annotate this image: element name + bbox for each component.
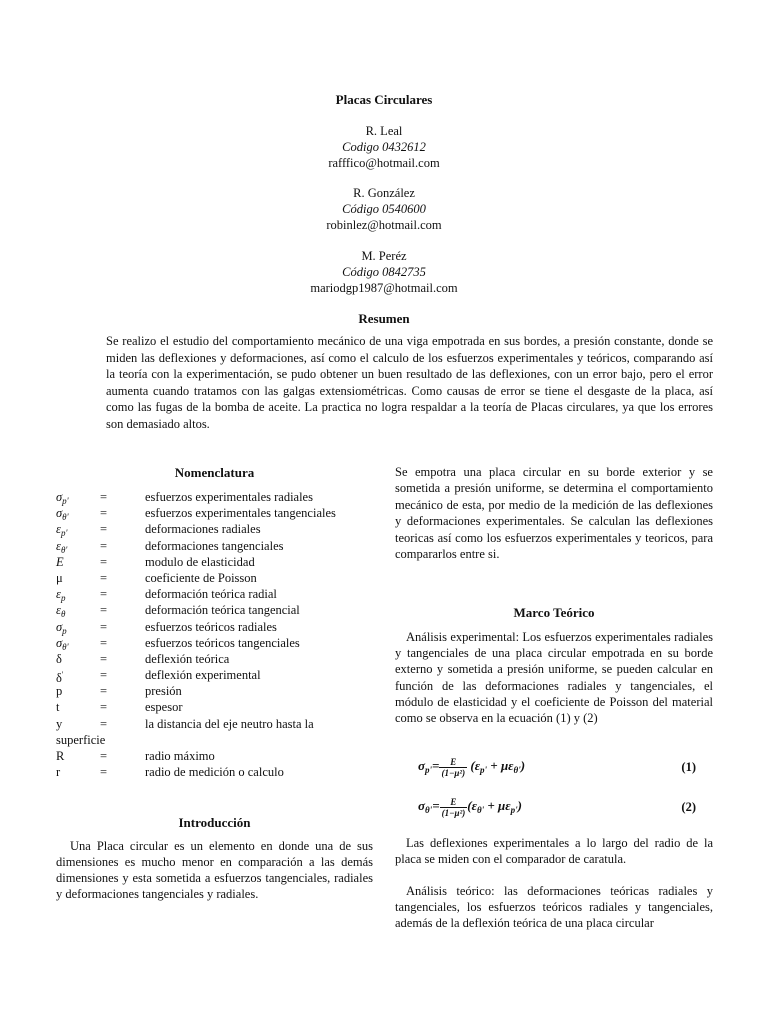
- equals-sign: =: [100, 651, 108, 666]
- introduction-heading: Introducción: [178, 815, 251, 830]
- nomenclature-symbol: [56, 570, 96, 586]
- author-code: Código 0540600: [342, 202, 426, 216]
- symbol-subscript: θ: [60, 609, 66, 620]
- nomenclature-definition: esfuerzos experimentales tangenciales: [145, 506, 336, 521]
- nomenclature-row: [56, 570, 376, 586]
- symbol-subscript: θ': [62, 641, 69, 652]
- author-name: M. Peréz: [361, 249, 407, 263]
- equals-sign: =: [100, 522, 108, 537]
- author-email: mariodgp1987@hotmail.com: [310, 281, 458, 295]
- abstract-text: Se realizo el estudio del comportamiento mecánico de una viga empotrada en sus bordes, a presión constante, donde se miden las deflexiones y deformaciones, así como el calculo de los esfuerzos experimentales y teóricos, comparando así la teoría con la experimentación, se pudo obtener un buen resultado de las deflexiones, con un error bajo, pero el error aumenta cuando tratamos con las galgas extensiométricas. Como causas de error se tiene el desgaste de la placa, así como las fugas de la bomba de aceite. La practica no logra respaldar a la teoría de Placas circulares, ya que los errores son demasiado altos.: [106, 334, 713, 431]
- symbol-subscript: θ': [60, 544, 68, 555]
- nomenclature-symbol: [56, 748, 96, 764]
- equals-sign: =: [100, 668, 108, 683]
- symbol-base: p: [56, 684, 63, 699]
- equals-sign: =: [100, 765, 108, 780]
- marco-teorico-heading: Marco Teórico: [513, 605, 595, 620]
- nomenclature-row: [56, 651, 376, 667]
- nomenclature-row: [56, 489, 376, 505]
- author-email: robinlez@hotmail.com: [326, 218, 442, 232]
- author-code: Código 0842735: [342, 265, 426, 279]
- equals-sign: =: [100, 603, 108, 618]
- nomenclature-symbol: [56, 554, 96, 570]
- marco-paragraph-3: Análisis teórico: las deformaciones teóricas radiales y tangenciales, los esfuerzos teóricos radiales y tangenciales, además de la deflexión teórica de una placa circular: [395, 884, 713, 931]
- author-block-2: [0, 185, 768, 233]
- symbol-base: ε: [56, 522, 61, 537]
- symbol-base: r: [56, 765, 61, 780]
- nomenclature-definition: esfuerzos teóricos radiales: [145, 619, 277, 634]
- author-block-1: [0, 123, 768, 171]
- author-block-3: [0, 248, 768, 296]
- nomenclature-row: [56, 505, 376, 521]
- nomenclature-symbol: [56, 699, 96, 715]
- nomenclature-row: [56, 683, 376, 699]
- nomenclature-definition: deformaciones radiales: [145, 522, 261, 537]
- nomenclature-row: [56, 764, 376, 780]
- nomenclature-definition: modulo de elasticidad: [145, 554, 255, 569]
- nomenclature-row: [56, 602, 376, 618]
- equals-sign: =: [100, 570, 108, 585]
- nomenclature-definition: deformación teórica radial: [145, 587, 277, 602]
- symbol-subscript: p': [60, 528, 68, 539]
- nomenclature-symbol: [56, 716, 96, 732]
- equation-2-body: $\sigma_{\theta'}=$ $\frac{E}{\text{(1−μ²)}}$ $(\varepsilon_{\theta'} + \mu\varepsilon_{p'})$: [418, 797, 522, 818]
- paper-title: Placas Circulares: [335, 92, 433, 107]
- equals-sign: =: [100, 749, 108, 763]
- nomenclature-symbol: [56, 732, 106, 748]
- nomenclature-definition: deformación teórica tangencial: [145, 603, 300, 618]
- equation-1-number: (1): [681, 760, 696, 774]
- nomenclature-definition: coeficiente de Poisson: [145, 570, 257, 585]
- equals-sign: =: [100, 538, 108, 553]
- nomenclature-definition: presión: [145, 684, 182, 699]
- symbol-base: δ: [56, 651, 62, 666]
- symbol-base: σ: [56, 506, 63, 521]
- nomenclature-row: [56, 521, 376, 537]
- symbol-base: E: [56, 554, 64, 569]
- symbol-base: y: [56, 716, 63, 731]
- equals-sign: =: [100, 506, 108, 521]
- nomenclature-row: [56, 699, 376, 715]
- nomenclature-definition: espesor: [145, 700, 183, 715]
- author-name: R. Leal: [365, 124, 403, 138]
- symbol-subscript: p: [62, 625, 67, 636]
- introduction-text: Una Placa circular es un elemento en donde una de sus dimensiones es mucho menor en comparación a las demás dimensiones y esta sometida a esfuerzos tangenciales, radiales y deformaciones tangenciales y radiales.: [56, 839, 373, 901]
- nomenclature-symbol: [56, 651, 96, 667]
- equation-1-body: $\sigma_{p'}=$ $\frac{E}{\text{(1−μ²)}}$ $(\varepsilon_{p'} + \mu\varepsilon_{\theta'})$: [418, 757, 526, 778]
- equals-sign: =: [100, 684, 108, 699]
- nomenclature-definition: esfuerzos teóricos tangenciales: [145, 635, 300, 650]
- symbol-base: ε: [56, 603, 61, 618]
- symbol-base: σ: [56, 490, 63, 504]
- symbol-base: ε: [56, 538, 61, 553]
- equals-sign: =: [100, 587, 108, 602]
- equation-2: [418, 797, 718, 819]
- equation-2-number: (2): [681, 800, 696, 814]
- symbol-subscript: p': [62, 496, 69, 506]
- nomenclature-row: [56, 667, 376, 686]
- symbol-subscript: p: [60, 593, 66, 604]
- nomenclature-definition: la distancia del eje neutro hasta la: [145, 716, 314, 731]
- nomenclature-row: [56, 619, 376, 635]
- symbol-base: σ: [56, 619, 63, 634]
- nomenclature-symbol: [56, 764, 96, 780]
- symbol-base: R: [56, 749, 65, 763]
- author-name: R. González: [353, 186, 415, 200]
- nomenclature-definition: radio de medición o calculo: [145, 765, 284, 780]
- author-code: Codigo 0432612: [342, 140, 426, 154]
- nomenclature-row: [56, 586, 376, 602]
- nomenclature-definition: radio máximo: [145, 749, 215, 763]
- nomenclature-row: [56, 635, 376, 651]
- nomenclature-row: [56, 716, 376, 732]
- equals-sign: =: [100, 554, 108, 569]
- abstract-heading: Resumen: [358, 311, 410, 326]
- nomenclature-heading: Nomenclatura: [174, 465, 255, 480]
- marco-paragraph-2: Las deflexiones experimentales a lo largo del radio de la placa se miden con el comparador de caratula.: [395, 836, 713, 867]
- equals-sign: =: [100, 716, 108, 731]
- symbol-base: σ: [56, 635, 63, 650]
- nomenclature-row: [56, 748, 376, 764]
- nomenclature-row: [56, 538, 376, 554]
- nomenclature-definition: deformaciones tangenciales: [145, 538, 284, 553]
- nomenclature-definition: deflexión experimental: [145, 668, 261, 683]
- nomenclature-table: [56, 489, 376, 780]
- symbol-base: μ: [56, 570, 63, 585]
- symbol-base: δ: [56, 671, 62, 686]
- nomenclature-definition: esfuerzos experimentales radiales: [145, 490, 313, 504]
- symbol-base: t: [56, 700, 60, 715]
- equals-sign: =: [100, 635, 108, 650]
- symbol-base: superficie: [56, 732, 106, 747]
- symbol-subscript: ': [61, 670, 64, 680]
- nomenclature-row: [56, 554, 376, 570]
- nomenclature-row: [56, 732, 376, 748]
- author-email: rafffico@hotmail.com: [328, 156, 440, 170]
- equation-1: [418, 757, 718, 779]
- equals-sign: =: [100, 490, 108, 504]
- nomenclature-symbol: [56, 683, 96, 699]
- marco-paragraph-1: Análisis experimental: Los esfuerzos experimentales radiales y tangenciales de una placa circular empotrada en su borde externo y sometida a presión uniforme, se pueden calcular en función de las deformaciones radiales y tangenciales, el módulo de elasticidad y el coeficiente de Poisson del material como se observa en la ecuación (1) y (2): [395, 630, 713, 726]
- symbol-subscript: θ': [62, 512, 69, 523]
- nomenclature-definition: deflexión teórica: [145, 651, 230, 666]
- right-intro-paragraph: Se empotra una placa circular en su borde exterior y se sometida a presión uniforme, se determina el comportamiento mecánico de esta, por medio de la medición de las deflexiones y deformaciones experimentales. Se calculan las deflexiones teoricas así como los esfuerzos experimentales y teoricos, para compararlos entre si.: [395, 465, 713, 562]
- equals-sign: =: [100, 619, 108, 634]
- equals-sign: =: [100, 700, 108, 715]
- symbol-base: ε: [56, 587, 61, 602]
